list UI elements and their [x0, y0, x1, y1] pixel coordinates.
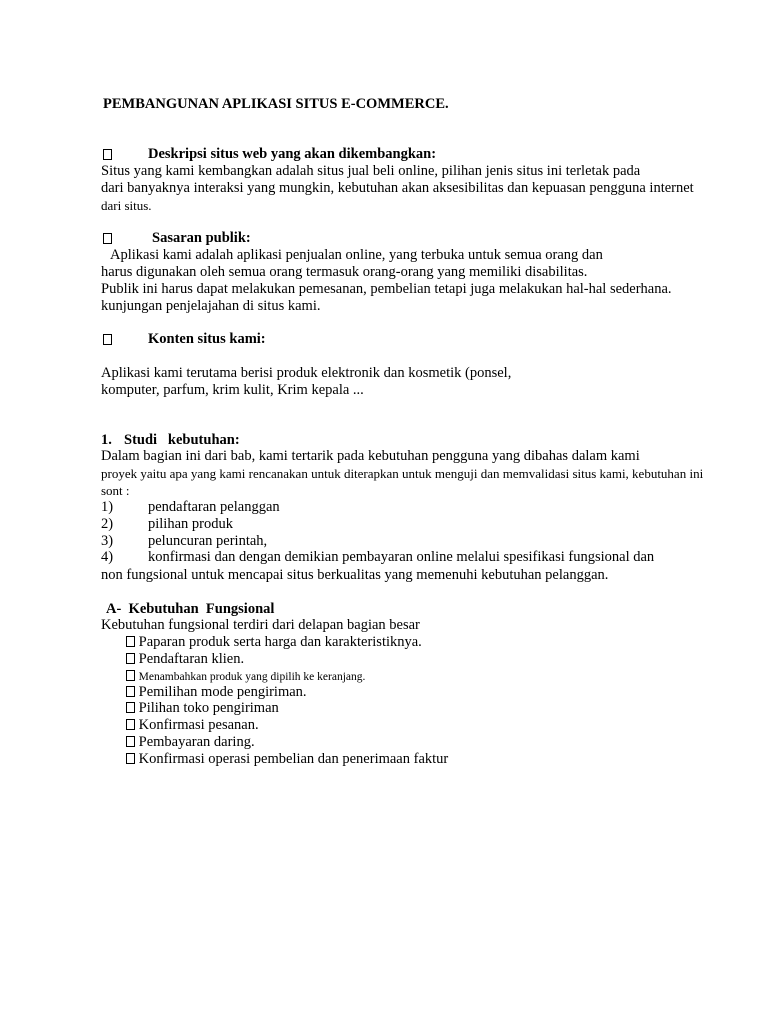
checkbox-icon	[126, 736, 135, 747]
checklist-item-text: Pemilihan mode pengiriman.	[138, 684, 307, 700]
list-item-number: 1)	[101, 499, 114, 515]
list-item-text: pilihan produk	[148, 516, 233, 532]
checklist-item	[126, 700, 279, 717]
list-item-text: pendaftaran pelanggan	[148, 499, 280, 515]
list-item-text: peluncuran perintah,	[148, 533, 268, 549]
document-title: PEMBANGUNAN APLIKASI SITUS E-COMMERCE.	[103, 96, 449, 112]
paragraph-line: Aplikasi kami adalah aplikasi penjualan online, yang terbuka untuk semua orang dan	[110, 247, 603, 263]
checklist-item-text: Konfirmasi pesanan.	[138, 717, 259, 733]
checkbox-icon	[126, 686, 135, 697]
checklist-item-text: Menambahkan produk yang dipilih ke keranjang.	[138, 671, 366, 683]
checklist-item	[126, 751, 448, 768]
section-heading-deskripsi: Deskripsi situs web yang akan dikembangkan:	[148, 146, 437, 162]
checklist-item	[126, 717, 259, 734]
checklist-item	[126, 734, 255, 751]
paragraph-line: Publik ini harus dapat melakukan pemesanan, pembelian tetapi juga melakukan hal-hal sederhana.	[101, 281, 672, 297]
checklist-item	[126, 634, 422, 651]
paragraph-line: non fungsional untuk mencapai situs berkualitas yang memenuhi kebutuhan pelanggan.	[101, 567, 609, 583]
checkbox-icon	[126, 753, 135, 764]
checklist-item-text: Pilihan toko pengiriman	[138, 700, 279, 716]
paragraph-line: proyek yaitu apa yang kami rencanakan untuk diterapkan untuk menguji dan memvalidasi situs kami, kebutuhan ini	[101, 466, 704, 481]
section-number: 1.	[101, 432, 112, 448]
bullet-box-icon	[103, 332, 112, 349]
section-heading-fungsional: A- Kebutuhan Fungsional	[106, 601, 275, 617]
checklist-item	[126, 684, 307, 701]
paragraph-line: kunjungan penjelajahan di situs kami.	[101, 298, 321, 314]
checklist-item	[126, 651, 244, 668]
checklist-item-text: Pendaftaran klien.	[138, 651, 245, 667]
bullet-box-icon	[103, 147, 112, 164]
paragraph-line: komputer, parfum, krim kulit, Krim kepala ...	[101, 382, 364, 398]
paragraph-line: harus digunakan oleh semua orang termasuk orang-orang yang memiliki disabilitas.	[101, 264, 588, 280]
checklist-item-text: Pembayaran daring.	[138, 734, 255, 750]
list-item-number: 2)	[101, 516, 114, 532]
bullet-box-icon	[103, 231, 112, 248]
paragraph-line: sont :	[101, 483, 130, 498]
checkbox-icon	[126, 636, 135, 647]
paragraph-line: Dalam bagian ini dari bab, kami tertarik pada kebutuhan pengguna yang dibahas dalam kami	[101, 448, 640, 464]
checklist-item-text: Paparan produk serta harga dan karakteristiknya.	[138, 634, 422, 650]
paragraph-line: dari banyaknya interaksi yang mungkin, kebutuhan akan aksesibilitas dan kepuasan pengguna internet	[101, 180, 694, 196]
list-item-text: konfirmasi dan dengan demikian pembayaran online melalui spesifikasi fungsional dan	[148, 549, 655, 565]
list-item-number: 4)	[101, 549, 114, 565]
checkbox-icon	[126, 653, 135, 664]
paragraph-line: Aplikasi kami terutama berisi produk elektronik dan kosmetik (ponsel,	[101, 365, 512, 381]
paragraph-line: dari situs.	[101, 198, 152, 213]
section-heading-konten: Konten situs kami:	[148, 331, 266, 347]
checkbox-icon	[126, 702, 135, 713]
checkbox-icon	[126, 670, 135, 681]
paragraph-line: Kebutuhan fungsional terdiri dari delapan bagian besar	[101, 617, 420, 633]
list-item-number: 3)	[101, 533, 114, 549]
checklist-item-text: Konfirmasi operasi pembelian dan penerimaan faktur	[138, 751, 449, 767]
paragraph-line: Situs yang kami kembangkan adalah situs jual beli online, pilihan jenis situs ini terletak pada	[101, 163, 641, 179]
checkbox-icon	[126, 719, 135, 730]
section-heading-sasaran: Sasaran publik:	[152, 230, 251, 246]
section-heading-studi: Studi kebutuhan:	[124, 432, 240, 448]
